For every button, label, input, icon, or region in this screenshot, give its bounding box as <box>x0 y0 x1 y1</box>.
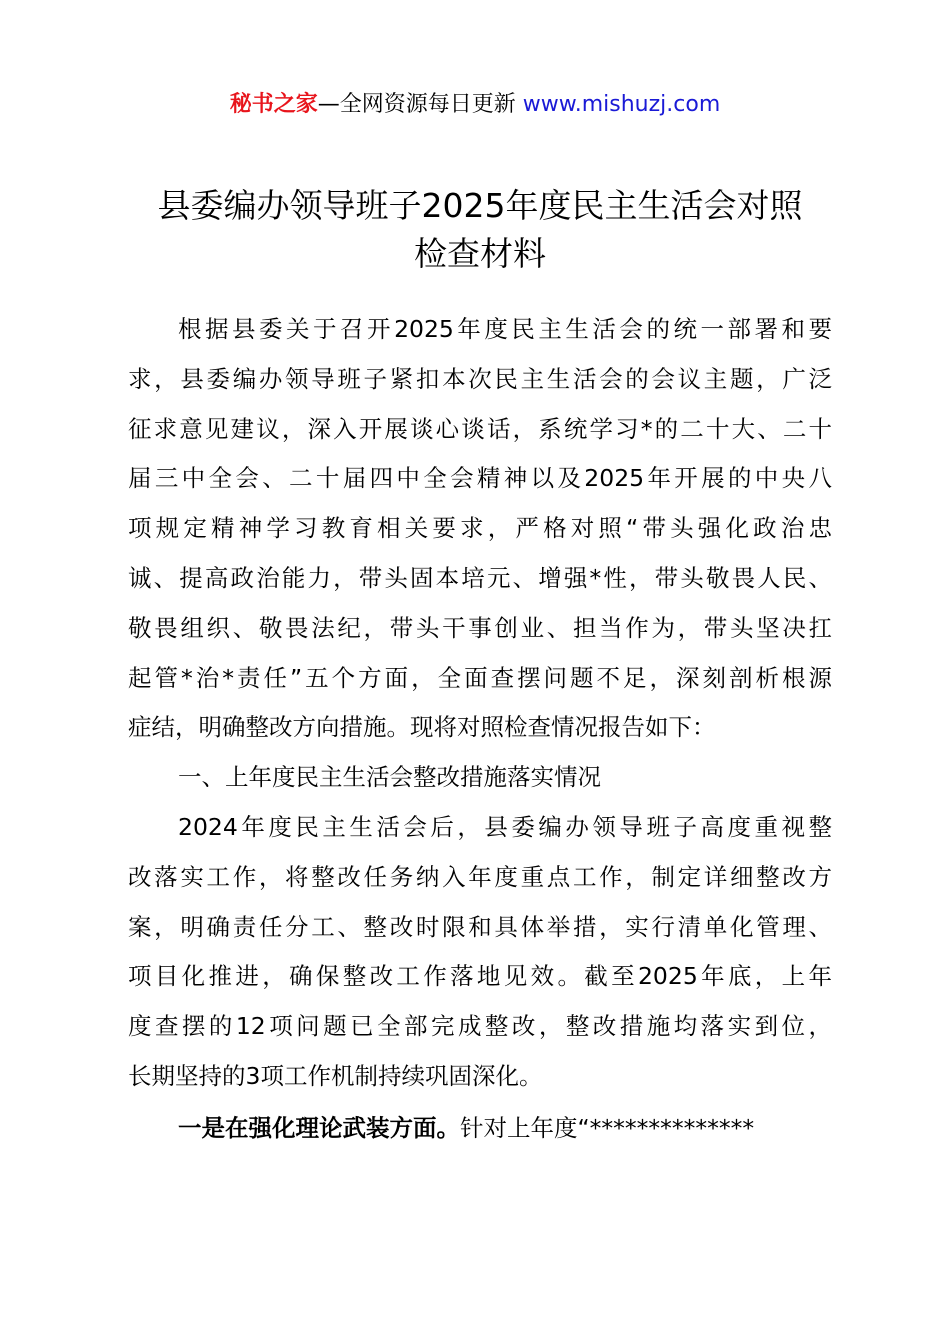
paragraph-line: 长期坚持的3项工作机制持续巩固深化。 <box>128 1061 543 1090</box>
title-line-2: 检查材料 <box>414 234 546 273</box>
section-lead: 一是在强化理论武装方面。 <box>178 1113 460 1142</box>
paragraph-line: 求，县委编办领导班子紧扣本次民主生活会的会议主题，广泛 <box>128 364 832 393</box>
paragraph-line <box>128 1104 832 1154</box>
paragraph-line: 案，明确责任分工、整改时限和具体举措，实行清单化管理、 <box>128 912 832 941</box>
paragraph-line: 度查摆的12项问题已全部完成整改，整改措施均落实到位， <box>128 1012 832 1041</box>
paragraph-line: 届三中全会、二十届四中全会精神以及2025年开展的中央八 <box>128 464 832 493</box>
paragraph-line: 起管*治*责任”五个方面，全面查摆问题不足，深刻剖析根源 <box>128 663 832 692</box>
paragraph-line: 征求意见建议，深入开展谈心谈话，系统学习*的二十大、二十 <box>128 414 832 443</box>
document-title <box>110 182 850 278</box>
tagline: —全网资源每日更新 <box>317 92 523 117</box>
paragraph-line: 一、上年度民主生活会整改措施落实情况 <box>178 763 601 792</box>
paragraph-line: 项规定精神学习教育相关要求，严格对照“带头强化政治忠 <box>128 514 832 543</box>
paragraph-line: 2024年度民主生活会后，县委编办领导班子高度重视整 <box>178 812 832 841</box>
paragraph-line: 诚、提高政治能力，带头固本培元、增强*性，带头敬畏人民、 <box>128 563 832 592</box>
watermark-header <box>0 88 950 122</box>
paragraph-line: 项目化推进，确保整改工作落地见效。截至2025年底，上年 <box>128 962 832 991</box>
paragraph-text: 针对上年度“************** <box>460 1113 755 1142</box>
paragraph-line: 敬畏组织、敬畏法纪，带头干事创业、担当作为，带头坚决扛 <box>128 613 832 642</box>
paragraph-line: 改落实工作，将整改任务纳入年度重点工作，制定详细整改方 <box>128 862 832 891</box>
brand-name: 秘书之家 <box>229 92 318 117</box>
paragraph-line: 根据县委关于召开2025年度民主生活会的统一部署和要 <box>178 315 832 343</box>
site-url[interactable]: www.mishuzj.com <box>522 92 721 117</box>
paragraph-line: 症结，明确整改方向措施。现将对照检查情况报告如下： <box>128 713 716 742</box>
title-line-1: 县委编办领导班子2025年度民主生活会对照 <box>157 186 803 225</box>
document-body <box>128 305 832 1154</box>
